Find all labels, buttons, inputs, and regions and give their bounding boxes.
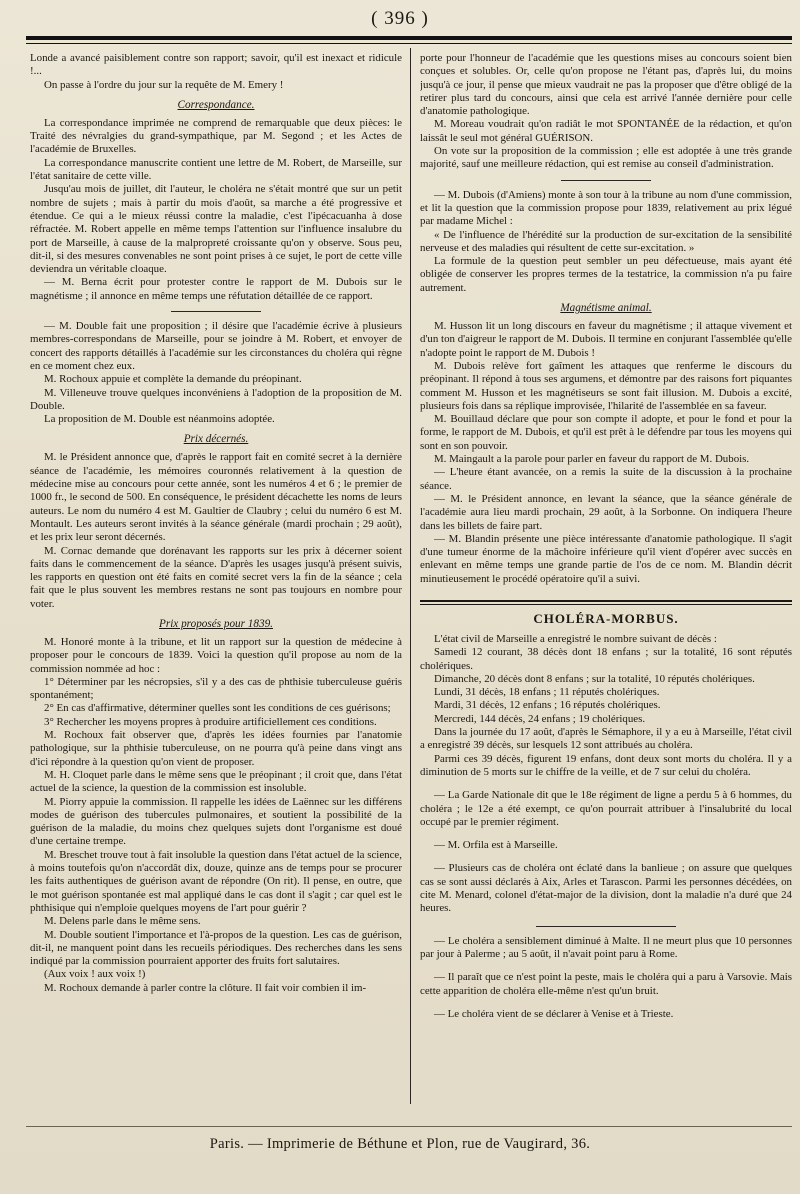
paragraph: M. Honoré monte à la tribune, et lit un rapport sur la question de médecine à proposer pour le concours de 1839. Voici la question qu'il propose au nom de la commission nommée ad hoc : [30,635,402,675]
page-number: ( 396 ) [371,8,429,29]
paragraph: Parmi ces 39 décès, figurent 19 enfans, dont deux sont morts du choléra. Il y a diminution de 5 morts sur le chiffre de la veille, et de 7 sur celui du choléra. [420,752,792,778]
paragraph: L'état civil de Marseille a enregistré le nombre suivant de décès : [434,632,717,645]
paragraph: Dimanche, 20 décès dont 8 enfans ; sur la totalité, 10 réputés cholériques. [434,672,755,685]
paragraph: M. H. Cloquet parle dans le même sens que le préopinant ; il croit que, dans l'état actuel de la science, la question de la commission est insoluble. [30,768,402,795]
paragraph: porte pour l'honneur de l'académie que les questions mises au concours soient bien conçues et solubles. Or, celle qu'on propose ne l'étant pas, d'après lui, du moins jusqu'à ce jour, il pense que mieux vaudrait ne pas la proposer que d'être obligé de la retirer plus tard du concours, ainsi que cela est arrivé l'année dernière pour celle d'anatomie pathologique. [420,52,792,118]
paragraph: M. Rochoux fait observer que, d'après les idées fournies par l'anatomie pathologique, sur la phthisie tuberculeuse, on ne pourra qu'à peine dans vingt ans d'ici répondre à la question qu'on vient de proposer. [30,729,402,768]
short-rule [561,180,651,181]
paragraph: M. Delens parle dans le même sens. [44,915,201,928]
short-rule [171,311,261,312]
paragraph: Samedi 12 courant, 38 décès dont 18 enfans ; sur la totalité, 16 sont réputés cholériques. [420,646,792,672]
paragraph: M. le Président annonce que, d'après le rapport fait en comité secret à la dernière séance de l'académie, les mémoires couronnés relativement à la question de médecine mise au concours pour cette année, sont les numéros 4 et 6 ; le premier de 1000 fr., le second de 500. En conséquence, le président décachette les noms de leurs auteurs. Le nom du numéro 4 est M. Gaultier de Claubry ; celui du numéro 6 est M. Montault. Les auteurs seront invités à la séance générale (mardi prochain ; 29 août), et les prix leur seront décernés. [30,451,402,544]
paragraph: Londe a avancé paisiblement contre son rapport; savoir, qu'il est inexact et ridicule !... [30,52,402,78]
paragraph: Mercredi, 144 décès, 24 enfans ; 19 cholériques. [434,712,646,725]
paragraph: Jusqu'au mois de juillet, dit l'auteur, le choléra ne s'était montré que sur un petit nombre de sujets ; mais à partir du mois d'août, sa marche a été progressive et étendue. Ce qui a le mieux réussi contre la maladie, c'est l'ipécacuanha à dose réfractée. M. Robert appelle en même temps l'attention sur l'influence insalubre du port de Marseille, à cause de la malpropreté croissante qu'on y observe. Sous peu, dit-il, si des mesures convenables ne sont point prises à ce sujet, le port de cette ville deviendra un véritable cloaque. [30,183,402,276]
paragraph: — Le choléra a sensiblement diminué à Malte. Il ne meurt plus que 10 personnes par jour à Palerme ; au 5 août, il n'avait point paru à Rome. [420,934,792,960]
footer-rule [26,1126,792,1127]
header-rule-thick [26,36,792,40]
paragraph: M. Bouillaud déclare que pour son compte il adopte, et pour le fond et pour la forme, le rapport de M. Dubois, et qu'il est prêt à le défendre par tous les moyens qui sont en son pouvoir. [420,413,792,452]
paragraph: — La Garde Nationale dit que le 18e régiment de ligne a perdu 5 à 6 hommes, du choléra ; le 12e a été exempt, ce qu'on pourrait attribuer à l'insalubrité du local occupé par le premier régiment. [420,789,792,828]
section-title: CHOLÉRA-MORBUS. [533,610,679,626]
paragraph: M. Rochoux demande à parler contre la clôture. Il fait voir combien il im- [44,981,367,994]
paragraph: M. Breschet trouve tout à fait insoluble la question dans l'état actuel de la science, à moins toutefois qu'on n'accordât dix, douze, quinze ans de temps pour se procurer les faits authentiques de guérison avant de répondre (On rit). Il pense, en outre, que le mot guérison spontanée est mal appliqué dans le cas dont il s'agit ; car quel est le phthisique qui n'emploie quelques moyens de l'art pour guérir ? [30,848,402,914]
paragraph: M. Moreau voudrait qu'on radiât le mot SPONTANÉE de la rédaction, et qu'on laissât le seul mot général GUÉRISON. [420,118,792,144]
paragraph: 3° Rechercher les moyens propres à produire artificiellement ces conditions. [44,715,377,728]
paragraph: — M. Berna écrit pour protester contre le rapport de M. Dubois sur le magnétisme ; il annonce en même temps une réfutation détaillée de ce rapport. [30,276,402,302]
paragraph: — M. Orfila est à Marseille. [434,839,558,852]
section-heading: Magnétisme animal. [560,302,652,315]
paragraph: — M. Double fait une proposition ; il désire que l'académie écrive à plusieurs membres-correspondans de Marseille, pour se joindre à M. Robert, et envoyer de concert des rapports détaillés à l'académie sur les circonstances du choléra qui règne en ce moment chez eux. [30,320,402,372]
section-rule [420,604,792,605]
paragraph: On passe à l'ordre du jour sur la requête de M. Emery ! [44,78,284,91]
paragraph: 1° Déterminer par les nécropsies, s'il y a des cas de phthisie tuberculeuse guéris spontanément; [30,675,402,702]
short-rule [536,926,676,927]
paragraph: M. Rochoux appuie et complète la demande du préopinant. [44,373,302,386]
paragraph: M. Cornac demande que dorénavant les rapports sur les prix à décerner soient faits dans le commencement de la séance. D'après les usages jusqu'à présent suivis, les rapports en question ont été faits en comité secret vers la fin de la séance ; cela fait que le plus souvent les membres restans ne sont pas toujours en nombre pour voter. [30,544,402,610]
paragraph: M. Dubois relève fort gaîment les attaques que renferme le discours du préopinant. Il répond à tous ses argumens, et démontre par des raisons fort piquantes comment M. Husson et les magnétiseurs se sont fait illusion. M. Dubois a excité, plusieurs fois dans sa réplique improvisée, l'hilarité de l'assemblée en sa faveur. [420,359,792,412]
paragraph: M. Maingault a la parole pour parler en faveur du rapport de M. Dubois. [434,453,750,466]
paragraph: (Aux voix ! aux voix !) [44,968,146,981]
paragraph: — M. Dubois (d'Amiens) monte à son tour à la tribune au nom d'une commission, et lit la question que la commission propose pour 1839, relativement au prix légué par madame Michel : [420,188,792,228]
paragraph: — Il paraît que ce n'est point la peste, mais le choléra qui a paru à Varsovie. Mais cette apparition de choléra elle-même n'est qu'un bruit. [420,971,792,997]
left-column [30,52,402,1102]
paragraph: La correspondance manuscrite contient une lettre de M. Robert, de Marseille, sur l'état sanitaire de cette ville. [30,156,402,183]
paragraph: — M. le Président annonce, en levant la séance, que la séance générale de l'académie aura lieu mardi prochain, 29 août, à la Sorbonne. On indiquera l'heure dans les billets de faire part. [420,492,792,532]
paragraph: — L'heure étant avancée, on a remis la suite de la discussion à la prochaine séance. [420,466,792,492]
section-rule [420,600,792,602]
paragraph: La formule de la question peut sembler un peu défectueuse, mais ayant été obligée de conserver les propres termes de la testatrice, la commission n'a pu faire autrement. [420,255,792,294]
paragraph: — Plusieurs cas de choléra ont éclaté dans la banlieue ; on assure que quelques cas se sont aussi déclarés à Aix, Arles et Tarascon. Parmi les personnes décédées, on cite M. Menard, colonel d'état-major de la division, dont la maladie n'a duré que 24 heures. [420,862,792,915]
paragraph: — Le choléra vient de se déclarer à Venise et à Trieste. [434,1007,674,1020]
paragraph: M. Villeneuve trouve quelques inconvéniens à l'adoption de la proposition de M. Double. [30,386,402,412]
paragraph: M. Piorry appuie la commission. Il rappelle les idées de Laënnec sur les différens modes de guérison des tubercules pulmonaires, et soutient la possibilité de la guérison de la maladie, du moins chez quelques sujets dont l'organisme est doué d'une certaine trempe. [30,795,402,848]
column-divider [410,48,411,1104]
imprint-footer: Paris. — Imprimerie de Béthune et Plon, rue de Vaugirard, 36. [209,1136,591,1152]
paragraph: 2° En cas d'affirmative, déterminer quelles sont les conditions de ces guérisons; [44,702,391,715]
paragraph: — M. Blandin présente une pièce intéressante d'anatomie pathologique. Il s'agit d'une tumeur énorme de la mâchoire inférieure qu'il vient d'opérer avec succès en enlevant en même temps une grande partie de l'os de ce nom. M. Blandin décrit minutieusement le procédé opératoire qu'il a suivi. [420,532,792,585]
header-rule-thin [26,43,792,44]
right-column [420,52,792,1102]
paragraph: Dans la journée du 17 août, d'après le Sémaphore, il y a eu à Marseille, l'état civil a enregistré 39 décès, sur lesquels 12 sont attribués au choléra. [420,726,792,752]
paragraph: Mardi, 31 décès, 12 enfans ; 16 réputés cholériques. [434,699,661,712]
paragraph: La proposition de M. Double est néanmoins adoptée. [44,413,275,426]
paragraph: La correspondance imprimée ne comprend de remarquable que deux pièces: le Traité des névralgies du grand-sympathique, par M. Segond ; et les Actes de l'académie de Bruxelles. [30,116,402,156]
paragraph: « De l'influence de l'hérédité sur la production de sur-excitation de la sensibilité nerveuse et des maladies qui résultent de cette sur-excitation. » [420,228,792,254]
paragraph: Lundi, 31 décès, 18 enfans ; 11 réputés cholériques. [434,686,660,699]
section-heading: Prix décernés. [183,433,249,446]
section-heading: Prix proposés pour 1839. [159,617,273,630]
paragraph: M. Husson lit un long discours en faveur du magnétisme ; il attaque vivement et d'un ton d'aigreur le rapport de M. Dubois. Il termine en conjurant l'assemblée qu'elle n'adopte point le rapport de M. Dubois ! [420,320,792,359]
paragraph: M. Double soutient l'importance et l'à-propos de la question. Les cas de guérison, dit-il, ne manquent point dans les recueils périodiques. Des recherches dans les sens indiqué par la commission pourraient apporter des fruits fort salutaires. [30,928,402,968]
paragraph: On vote sur la proposition de la commission ; elle est adoptée à une très grande majorité, sauf une meilleure rédaction, qui est remise au conseil d'administration. [420,145,792,171]
section-heading: Correspondance. [177,98,255,111]
